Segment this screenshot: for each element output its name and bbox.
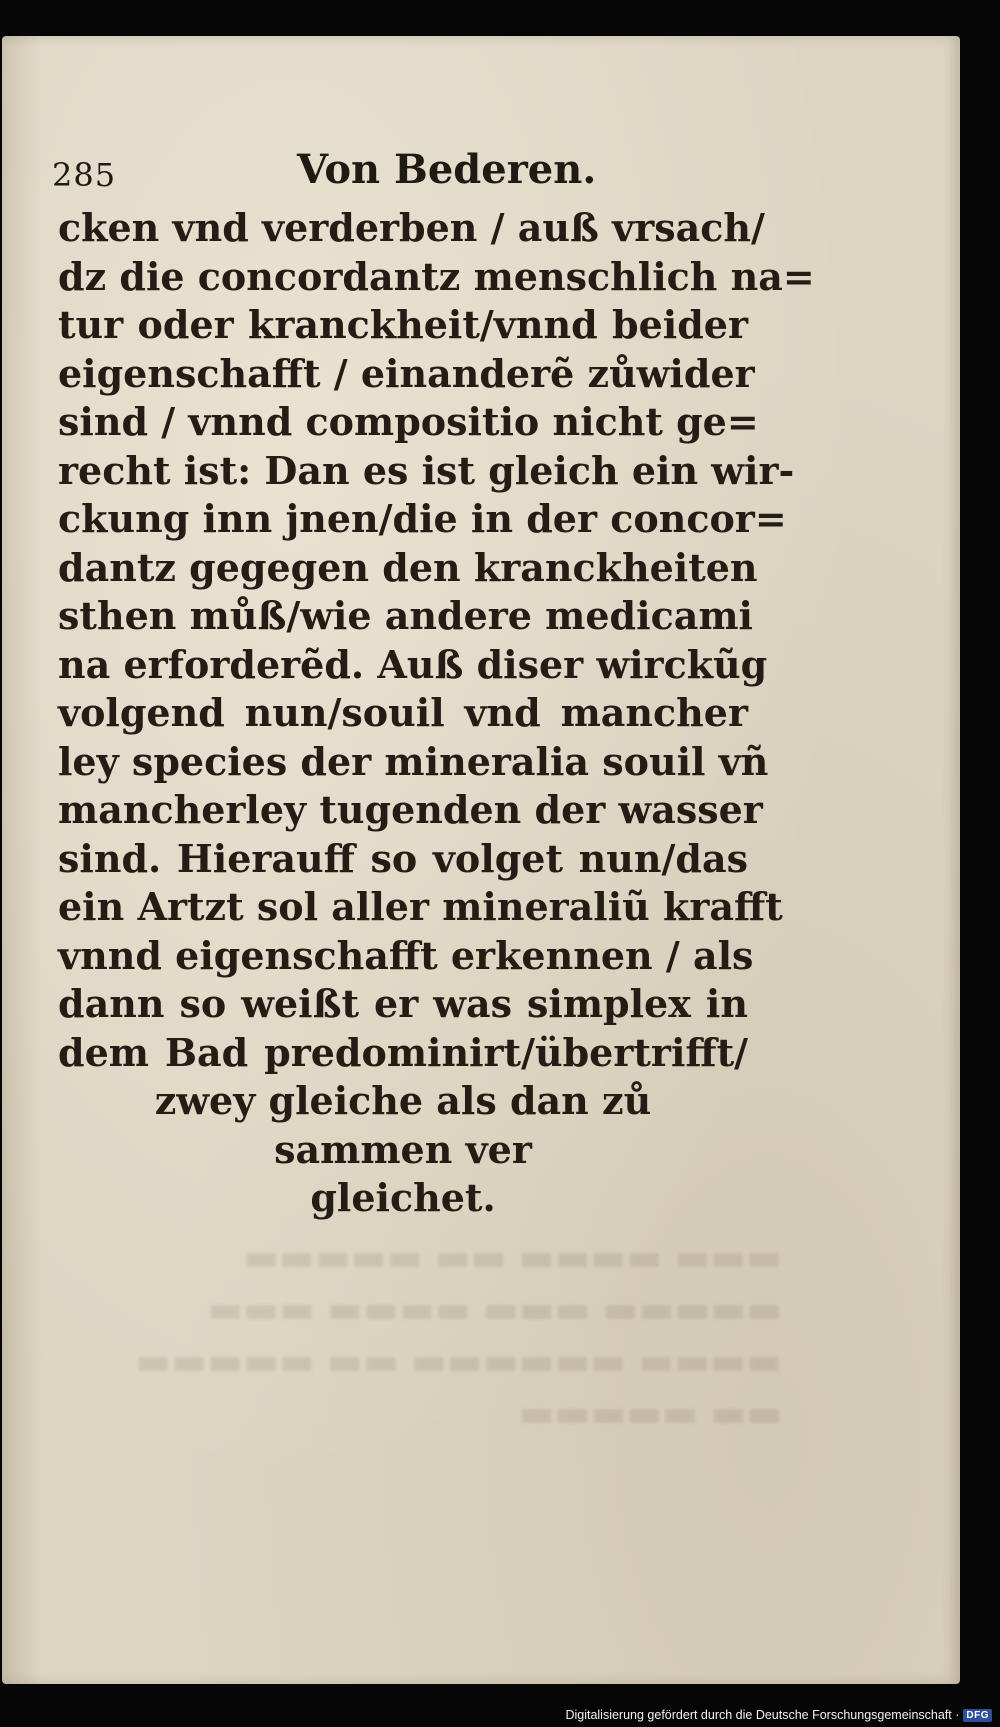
show-through-text: ▬▬▬ ▬▬▬▬ ▬▬ ▬▬▬▬▬ ▬▬▬▬▬ ▬▬▬ ▬▬▬▬ ▬▬▬ ▬▬▬▬ ▬▬▬▬▬▬ ▬▬ ▬▬▬▬▬ ▬▬ ▬▬▬▬▬	[135, 1235, 782, 1435]
text-line: dann so weißt er was simplex in	[58, 981, 748, 1026]
digitization-footer	[565, 1708, 992, 1722]
dfg-logo-icon: DFG	[963, 1709, 992, 1722]
text-line: mancherley tugenden der wasser	[58, 787, 763, 832]
text-line: eigenschafft / einanderẽ zůwider	[58, 350, 755, 396]
text-line: dz die concordantz menschlich na=	[58, 253, 815, 299]
text-line: vnnd eigenschafft erkennen / als	[58, 932, 754, 978]
page-header	[52, 144, 732, 194]
funding-credit: Digitalisierung gefördert durch die Deutsche Forschungsgemeinschaft ·	[565, 1708, 960, 1722]
text-line-centered: sammen ver	[274, 1126, 532, 1172]
text-line: dantz gegegen den kranckheiten	[58, 544, 758, 590]
text-line: dem Bad predominirt/übertrifft/	[58, 1029, 748, 1075]
text-line: ley species der mineralia souil vñ	[58, 738, 769, 784]
text-line: na erforderẽd. Auß diser wirckũg	[58, 641, 768, 687]
main-text-block	[58, 204, 815, 1223]
page-number: 285	[52, 156, 117, 194]
running-head: Von Bederen.	[297, 146, 597, 193]
text-line: volgend nun/souil vnd mancher	[58, 690, 748, 735]
text-line: ein Artzt sol aller mineraliũ krafft	[58, 884, 783, 929]
text-line: cken vnd verderben / auß vrsach/	[58, 205, 765, 250]
text-line: sind / vnnd compositio nicht ge=	[58, 399, 759, 444]
text-line: ckung inn jnen/die in der concor=	[58, 496, 787, 541]
text-line-centered: gleichet.	[310, 1175, 496, 1220]
book-page	[2, 36, 960, 1684]
text-line: sind. Hierauff so volget nun/das	[58, 835, 748, 881]
text-line-centered: zwey gleiche als dan zů	[154, 1078, 652, 1123]
text-line: sthen můß/wie andere medicami	[58, 593, 753, 638]
text-line: tur oder kranckheit/vnnd beider	[58, 302, 748, 347]
text-line: recht ist: Dan es ist gleich ein wir-	[58, 447, 795, 493]
